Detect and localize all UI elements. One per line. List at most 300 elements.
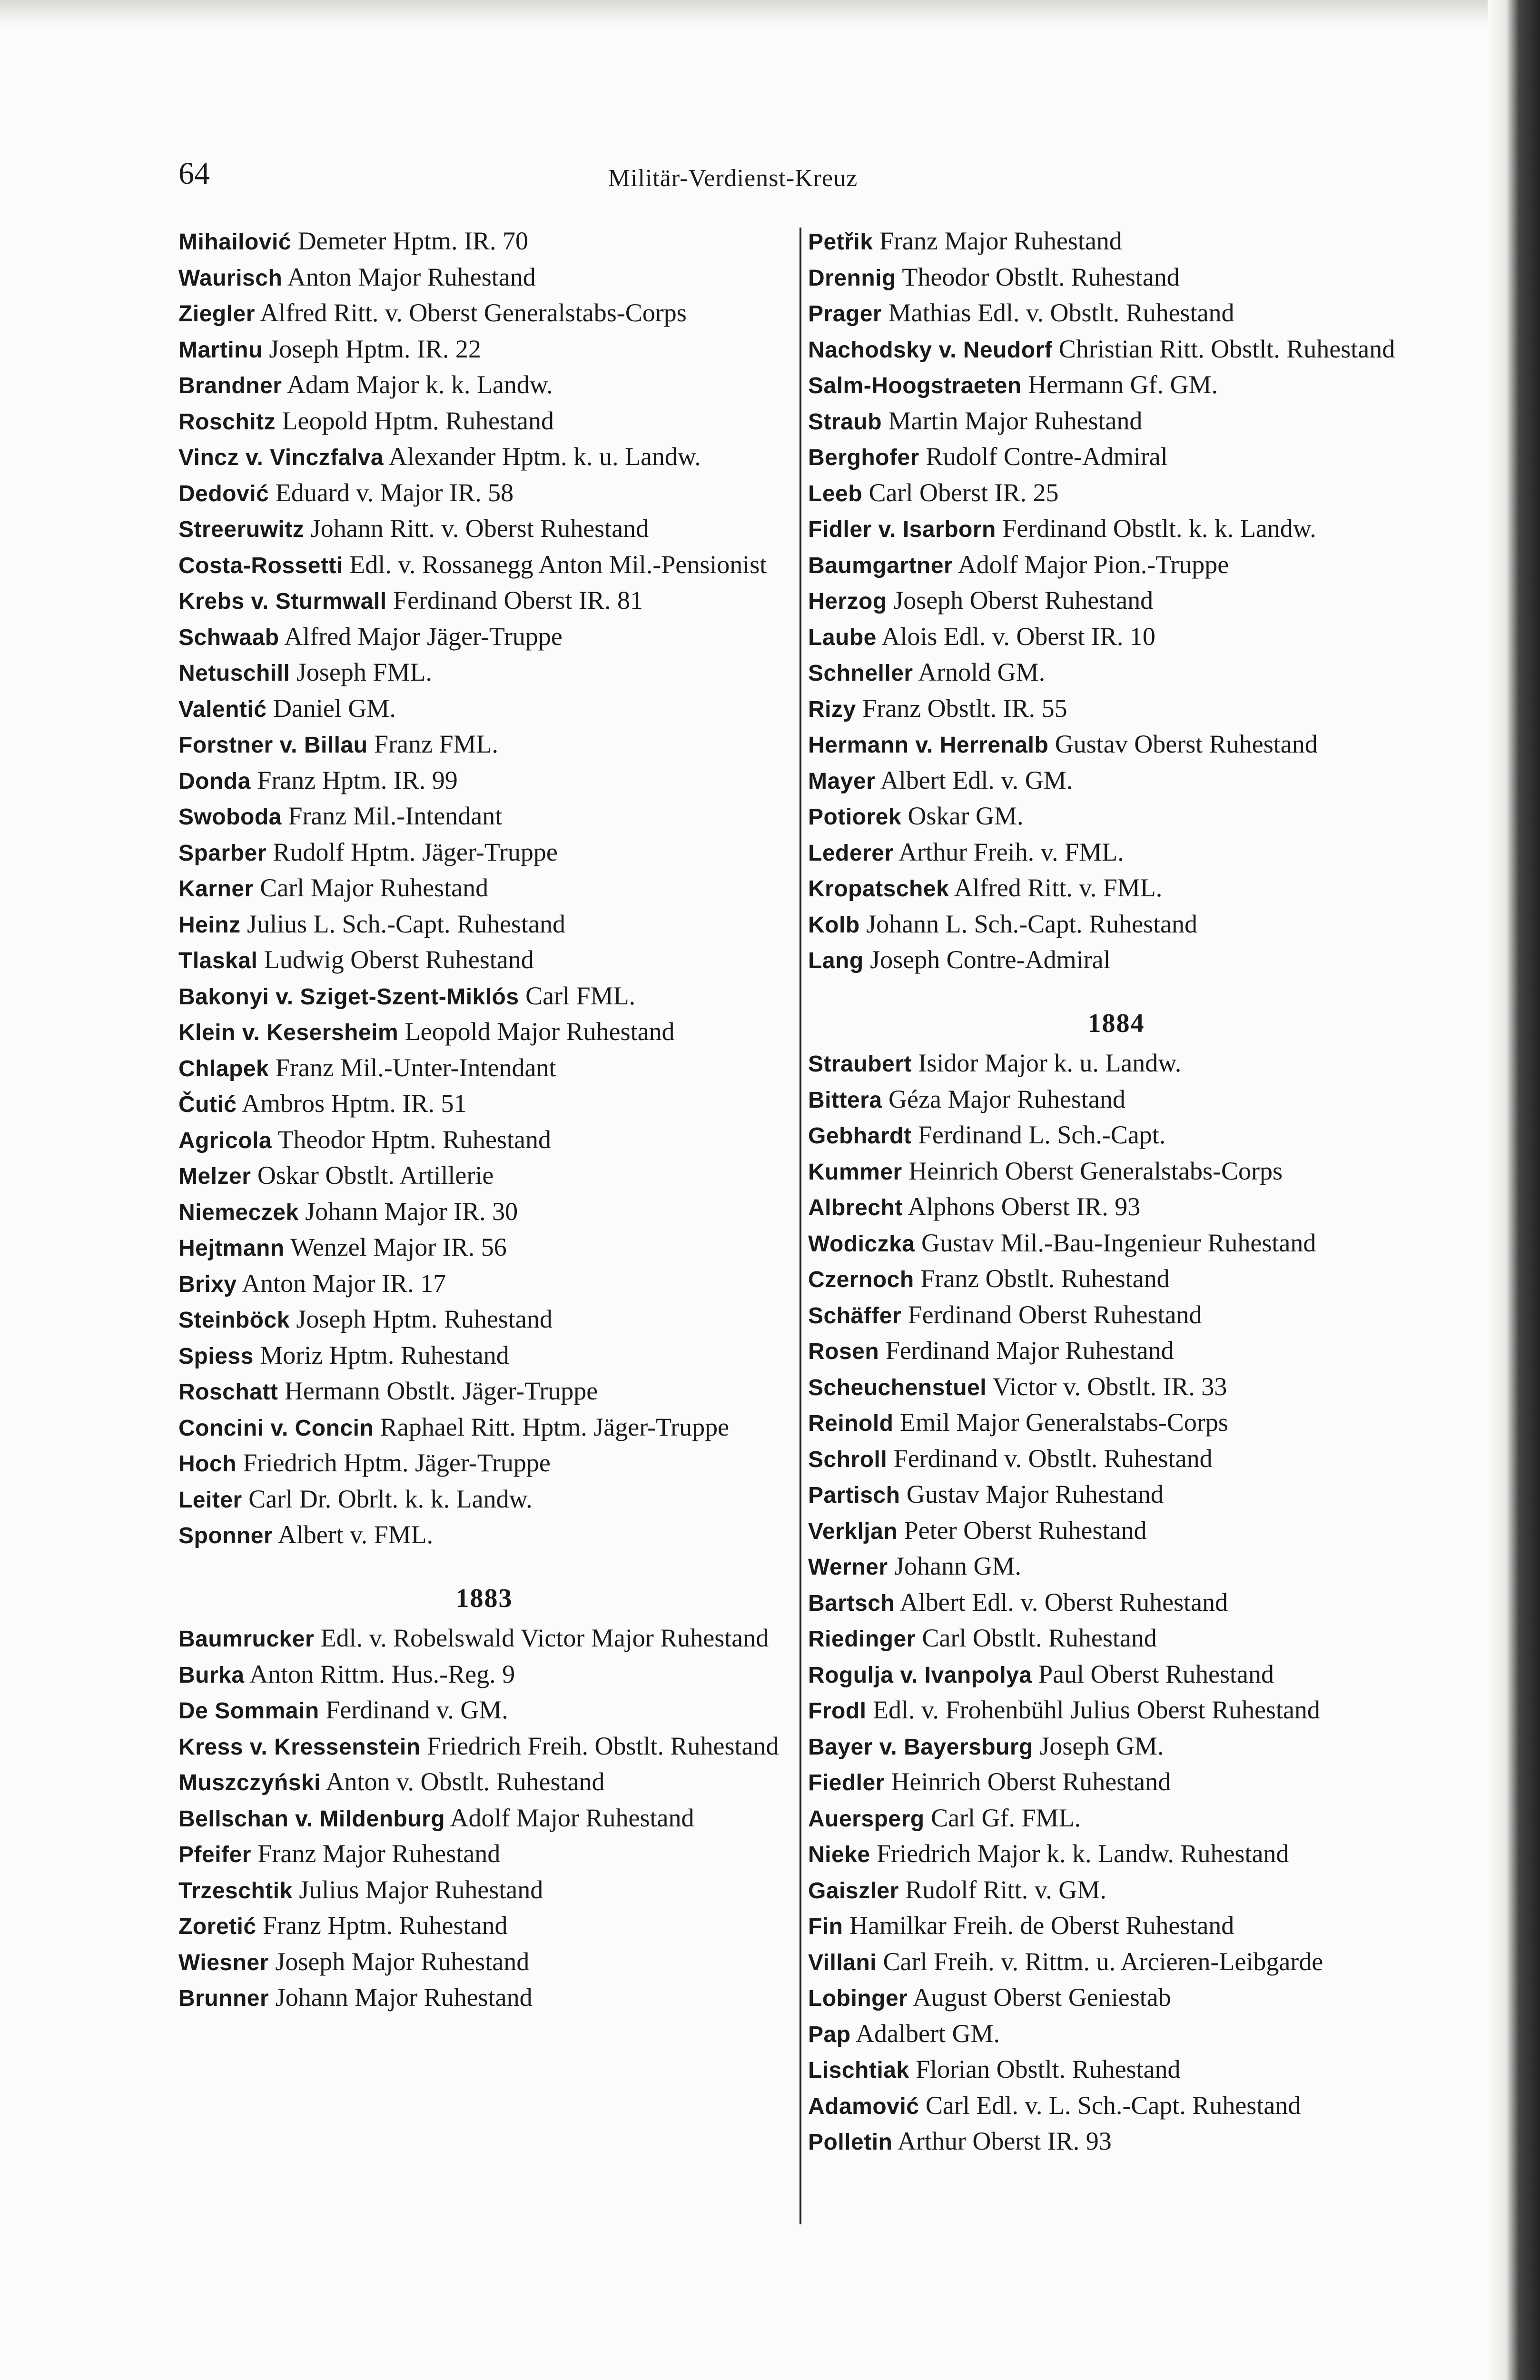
entry-details: Isidor Major k. u. Landw. [911,1049,1182,1077]
entry-surname: Nieke [808,1842,870,1867]
entry-details: Julius Major Ruhestand [292,1875,543,1904]
entry-details: Peter Oberst Ruhestand [898,1516,1147,1545]
entry-surname: Hejtmann [178,1236,285,1261]
entry [808,296,1424,332]
entry-details: Franz Mil.-Unter-Intendant [269,1053,556,1082]
entry [808,439,1424,476]
entry-surname: Hoch [178,1451,237,1477]
entry-details: Anton Major Ruhestand [282,262,536,291]
entry-details: Carl Oberst IR. 25 [862,478,1059,507]
entry-surname: Fin [808,1914,843,1939]
entry [178,476,790,512]
entry [178,1908,790,1944]
entry-details: Carl Dr. Obrlt. k. k. Landw. [242,1484,533,1513]
entry-details: Ambros Hptm. IR. 51 [237,1089,467,1118]
entry-details: Johann Major IR. 30 [298,1197,518,1226]
entry [808,1477,1424,1513]
entry [808,1585,1424,1621]
entry-surname: Niemeczek [178,1200,299,1225]
entry [808,404,1424,440]
entry-details: Julius L. Sch.-Capt. Ruhestand [240,909,565,938]
entry-surname: Costa-Rossetti [178,553,343,578]
entry-details: Heinrich Oberst Generalstabs-Corps [902,1156,1283,1185]
entry-surname: Martinu [178,337,263,363]
entry-surname: Vincz v. Vinczfalva [178,445,384,470]
entry-surname: Sparber [178,840,267,866]
entry-surname: Dedović [178,481,269,506]
entry-details: Mathias Edl. v. Obstlt. Ruhestand [882,298,1234,327]
entry-details: Alois Edl. v. Oberst IR. 10 [876,622,1155,651]
entry-surname: Zoretić [178,1914,257,1939]
entry-surname: Berghofer [808,445,919,470]
entry-details: Rudolf Hptm. Jäger-Truppe [266,837,558,866]
entry-details: Carl Major Ruhestand [253,873,489,902]
entry-surname: Bittera [808,1087,882,1113]
entry [808,332,1424,368]
entry-surname: Lischtiak [808,2058,909,2083]
left-entries-before-1883 [178,224,790,1554]
entry [808,1261,1424,1298]
entry [178,1230,790,1266]
entry-details: Ferdinand Oberst Ruhestand [901,1300,1202,1329]
entry [178,799,790,835]
left-entries-1883 [178,1621,790,2016]
entry [178,439,790,476]
entry-surname: Riedinger [808,1626,916,1652]
entry-details: Gustav Oberst Ruhestand [1048,730,1318,758]
entry [808,1118,1424,1154]
running-title: Militär-Verdienst-Kreuz [608,165,858,192]
entry-surname: Forstner v. Billau [178,733,368,758]
entry-surname: Waurisch [178,265,283,291]
entry-details: Alfred Ritt. v. Oberst Generalstabs-Corps [255,298,687,327]
entry-details: Adalbert GM. [850,2019,1000,2048]
entry [178,404,790,440]
entry-surname: Laube [808,625,877,650]
entry [808,619,1424,655]
entry-surname: Rosen [808,1339,879,1364]
entry-details: Franz Major Ruhestand [873,227,1122,255]
entry [178,1374,790,1410]
entry-details: Adolf Major Ruhestand [445,1803,694,1832]
entry [808,1046,1424,1082]
entry-details: Franz Hptm. Ruhestand [256,1911,508,1940]
entry-surname: Adamović [808,2093,919,2119]
entry-details: Carl Edl. v. L. Sch.-Capt. Ruhestand [919,2091,1301,2120]
entry-surname: Gaiszler [808,1878,899,1904]
entry [808,1226,1424,1262]
entry [178,691,790,727]
entry-surname: Steinböck [178,1308,290,1333]
entry [178,1944,790,1981]
entry [808,1908,1424,1944]
entry [808,1801,1424,1837]
entry-surname: Fidler v. Isarborn [808,517,996,542]
right-column [808,224,1424,2160]
entry [808,1621,1424,1657]
entry-surname: Rizy [808,696,856,722]
entry [808,1333,1424,1369]
entry-surname: Mihailović [178,229,292,255]
entry-surname: Kummer [808,1159,902,1185]
entry-details: Franz Major Ruhestand [251,1839,501,1868]
entry-details: Ferdinand Major Ruhestand [879,1336,1174,1365]
entry-surname: Lang [808,948,864,973]
entry [178,1873,790,1909]
entry-details: Gustav Mil.-Bau-Ingenieur Ruhestand [915,1228,1316,1257]
entry-details: Alexander Hptm. k. u. Landw. [384,442,701,471]
entry-surname: Gebhardt [808,1123,912,1149]
entry-details: Anton v. Obstlt. Ruhestand [320,1767,605,1796]
entry-surname: Kress v. Kressenstein [178,1734,421,1760]
entry-surname: Schroll [808,1447,888,1472]
entry-details: Adolf Major Pion.-Truppe [953,550,1229,579]
entry [178,1693,790,1729]
entry-details: Edl. v. Frohenbühl Julius Oberst Ruhestand [866,1696,1320,1724]
entry-surname: Roschitz [178,409,276,435]
entry [178,1657,790,1693]
entry [808,835,1424,871]
entry-surname: Heinz [178,912,241,938]
right-entries-before-1884 [808,224,1424,979]
entry [808,655,1424,691]
entry [178,1410,790,1446]
entry [808,1693,1424,1729]
entry [808,1190,1424,1226]
entry-surname: Auersperg [808,1806,925,1832]
entry-surname: Baumrucker [178,1626,315,1652]
entry [178,979,790,1015]
entry-surname: Villani [808,1950,877,1975]
entry [808,691,1424,727]
entry [808,1513,1424,1549]
entry-surname: Lobinger [808,1986,908,2011]
entry-details: Ferdinand v. Obstlt. Ruhestand [887,1444,1213,1473]
entry-details: Friedrich Freih. Obstlt. Ruhestand [420,1731,779,1760]
entry-details: Carl Freih. v. Rittm. u. Arcieren-Leibgarde [877,1947,1323,1976]
entry [808,1405,1424,1441]
entry-surname: Werner [808,1555,888,1580]
entry-surname: Prager [808,301,882,327]
entry [808,1298,1424,1334]
entry [808,1944,1424,1981]
entry [178,511,790,547]
entry-surname: Melzer [178,1164,251,1189]
entry-details: Géza Major Ruhestand [882,1084,1125,1113]
entry-surname: Drennig [808,265,896,291]
entry [808,260,1424,296]
entry-details: Ludwig Oberst Ruhestand [257,945,534,974]
entry [808,727,1424,763]
entry-details: Albert Edl. v. GM. [875,765,1073,794]
entry-details: Florian Obstlt. Ruhestand [909,2055,1181,2083]
entry [808,1369,1424,1406]
entry [808,1082,1424,1118]
entry-surname: Karner [178,876,254,902]
entry [808,1729,1424,1765]
page-number: 64 [178,156,210,191]
entry-surname: Trzeschtik [178,1878,293,1904]
entry-surname: Swoboda [178,804,282,830]
entry-surname: Spiess [178,1343,254,1369]
entry-details: Heinrich Oberst Ruhestand [884,1767,1171,1796]
entry-details: Gustav Major Ruhestand [900,1480,1164,1508]
entry-details: Anton Rittm. Hus.-Reg. 9 [244,1659,515,1688]
entry [178,1765,790,1801]
entry-details: Joseph Major Ruhestand [268,1947,530,1976]
entry-details: Arthur Oberst IR. 93 [892,2127,1112,2155]
entry [178,727,790,763]
entry [178,1014,790,1051]
entry-details: Hermann Obstlt. Jäger-Truppe [278,1377,598,1405]
entry-surname: Bayer v. Bayersburg [808,1734,1033,1760]
entry [178,296,790,332]
entry-surname: Netuschill [178,661,290,686]
entry [808,907,1424,943]
entry-surname: Brunner [178,1986,269,2011]
entry-details: Eduard v. Major IR. 58 [269,478,514,507]
entry [178,1194,790,1230]
entry-surname: Partisch [808,1483,900,1508]
entry [178,907,790,943]
entry-surname: Kropatschek [808,876,949,902]
entry-surname: Donda [178,768,251,794]
entry-details: Alphons Oberst IR. 93 [902,1192,1141,1221]
entry-surname: Tlaskal [178,948,258,973]
entry-details: Edl. v. Rossanegg Anton Mil.-Pensionist [343,550,767,579]
entry [178,942,790,979]
entry-details: Joseph Oberst Ruhestand [887,586,1154,615]
entry [808,2052,1424,2088]
entry [808,871,1424,907]
entry-surname: Streeruwitz [178,517,305,542]
entry [178,835,790,871]
entry-details: Martin Major Ruhestand [882,406,1143,435]
entry-details: Carl FML. [519,981,636,1010]
entry-details: Ferdinand Obstlt. k. k. Landw. [996,514,1316,543]
entry-surname: Bakonyi v. Sziget-Szent-Miklós [178,984,519,1010]
entry [808,2016,1424,2053]
entry [808,547,1424,584]
entry [178,1086,790,1122]
entry [808,367,1424,404]
entry-details: Oskar GM. [901,802,1024,830]
entry [808,1836,1424,1873]
entry [808,1873,1424,1909]
entry [178,332,790,368]
entry-details: Hermann Gf. GM. [1021,370,1218,399]
entry-surname: Potiorek [808,804,902,830]
entry [178,619,790,655]
entry-details: Joseph Hptm. Ruhestand [289,1305,553,1333]
entry-surname: Muszczyński [178,1770,321,1795]
entry-surname: Chlapek [178,1056,269,1081]
entry-surname: Schäffer [808,1303,902,1329]
entry-surname: Lederer [808,840,894,866]
entry [808,1980,1424,2016]
entry-details: Leopold Hptm. Ruhestand [276,406,554,435]
entry-surname: Hermann v. Herrenalb [808,733,1049,758]
entry [178,1621,790,1657]
entry-surname: Burka [178,1662,245,1688]
entry-surname: Wiesner [178,1950,269,1975]
entry-surname: Pap [808,2022,851,2047]
entry-details: Carl Gf. FML. [924,1803,1081,1832]
entry-details: Arthur Freih. v. FML. [893,837,1124,866]
entry-surname: De Sommain [178,1698,319,1724]
entry [178,1801,790,1837]
right-entries-1884 [808,1046,1424,2160]
entry-surname: Polletin [808,2130,893,2155]
entry-surname: Čutić [178,1092,237,1117]
entry-details: Ferdinand v. GM. [319,1696,508,1724]
entry-surname: Wodiczka [808,1231,915,1257]
entry-details: Rudolf Contre-Admiral [919,442,1168,471]
entry-surname: Bellschan v. Mildenburg [178,1806,445,1832]
entry-surname: Frodl [808,1698,867,1724]
entry-details: Franz Mil.-Intendant [281,802,503,830]
entry-details: Moriz Hptm. Ruhestand [253,1340,509,1369]
entry [178,1122,790,1159]
year-heading-1884: 1884 [1087,1008,1145,1038]
entry-details: Christian Ritt. Obstlt. Ruhestand [1052,334,1395,363]
entry [178,1302,790,1338]
entry-surname: Kolb [808,912,860,938]
entry-surname: Straubert [808,1051,912,1077]
entry-surname: Herzog [808,589,887,614]
entry-details: Raphael Ritt. Hptm. Jäger-Truppe [374,1412,730,1441]
entry [808,1441,1424,1478]
entry-surname: Schneller [808,661,913,686]
entry-details: Demeter Hptm. IR. 70 [291,227,528,255]
entry-details: Paul Oberst Ruhestand [1032,1659,1274,1688]
entry-details: Edl. v. Robelswald Victor Major Ruhestand [314,1624,769,1652]
entry-details: August Oberst Geniestab [908,1983,1171,2012]
entry-details: Alfred Major Jäger-Truppe [279,622,563,651]
entry-surname: Nachodsky v. Neudorf [808,337,1053,363]
entry-details: Friedrich Hptm. Jäger-Truppe [237,1448,551,1477]
entry-details: Friedrich Major k. k. Landw. Ruhestand [870,1839,1289,1868]
entry [808,2088,1424,2124]
entry-surname: Reinold [808,1411,894,1436]
scan-top-edge [0,0,1540,29]
entry [808,799,1424,835]
entry-details: Carl Obstlt. Ruhestand [915,1624,1157,1652]
entry-surname: Bartsch [808,1590,895,1616]
entry-details: Victor v. Obstlt. IR. 33 [987,1372,1227,1401]
entry-surname: Petřik [808,229,873,255]
entry-surname: Leeb [808,481,863,506]
entry-details: Franz Hptm. IR. 99 [250,765,458,794]
entry [178,1158,790,1194]
entry [808,1765,1424,1801]
entry [178,583,790,619]
entry-details: Franz FML. [367,730,499,758]
year-heading-1883: 1883 [455,1583,513,1613]
entry [178,367,790,404]
entry-details: Leopold Major Ruhestand [398,1017,675,1046]
entry [178,1517,790,1554]
entry-surname: Ziegler [178,301,255,327]
entry-surname: Rogulja v. Ivanpolya [808,1662,1032,1688]
entry [178,763,790,799]
entry [178,1446,790,1482]
entry [808,942,1424,979]
entry-surname: Schwaab [178,625,279,650]
entry-surname: Brixy [178,1271,237,1297]
entry-surname: Pfeifer [178,1842,251,1867]
entry-details: Johann L. Sch.-Capt. Ruhestand [859,909,1198,938]
entry [808,763,1424,799]
entry-surname: Albrecht [808,1195,903,1220]
entry [178,1051,790,1087]
entry-details: Albert Edl. v. Oberst Ruhestand [895,1587,1228,1616]
entry-surname: Scheuchenstuel [808,1375,987,1400]
entry-details: Oskar Obstlt. Artillerie [251,1161,494,1190]
entry-surname: Straub [808,409,882,435]
entry [808,1657,1424,1693]
scan-right-edge [1488,0,1540,2380]
entry [178,655,790,691]
entry [178,224,790,260]
entry-details: Ferdinand L. Sch.-Capt. [911,1121,1166,1149]
entry [178,1729,790,1765]
entry-surname: Sponner [178,1523,273,1548]
entry-surname: Valentić [178,696,267,722]
entry [808,2124,1424,2160]
entry [178,1482,790,1518]
entry-details: Joseph FML. [290,658,432,686]
entry-details: Franz Obstlt. IR. 55 [856,694,1067,723]
entry-details: Ferdinand Oberst IR. 81 [386,586,643,615]
entry-details: Johann GM. [888,1552,1022,1580]
entry [178,871,790,907]
entry-details: Adam Major k. k. Landw. [282,370,553,399]
entry-details: Johann Ritt. v. Oberst Ruhestand [304,514,649,543]
entry-details: Johann Major Ruhestand [269,1983,533,2012]
entry-details: Daniel GM. [267,694,396,723]
entry-surname: Fiedler [808,1770,885,1795]
entry [178,1338,790,1374]
entry-details: Emil Major Generalstabs-Corps [893,1408,1228,1437]
entry-surname: Roschatt [178,1379,278,1405]
entry-details: Anton Major IR. 17 [237,1269,446,1298]
entry-details: Joseph GM. [1033,1731,1164,1760]
entry-details: Theodor Obstlt. Ruhestand [896,262,1180,291]
entry-details: Rudolf Ritt. v. GM. [898,1875,1106,1904]
entry-details: Joseph Hptm. IR. 22 [262,334,481,363]
column-divider [800,228,801,2224]
entry-surname: Klein v. Kesersheim [178,1020,399,1045]
entry-surname: Brandner [178,373,282,398]
entry-details: Arnold GM. [913,658,1046,686]
entry [808,511,1424,547]
entry [178,547,790,584]
entry [178,260,790,296]
entry-details: Theodor Hptm. Ruhestand [272,1125,551,1154]
entry-surname: Leiter [178,1487,242,1513]
entry-details: Franz Obstlt. Ruhestand [914,1264,1170,1293]
entry-details: Wenzel Major IR. 56 [284,1233,507,1261]
entry-surname: Concini v. Concin [178,1415,374,1441]
entry [808,583,1424,619]
entry-surname: Baumgartner [808,553,953,578]
entry-surname: Salm-Hoogstraeten [808,373,1022,398]
entry-surname: Mayer [808,768,876,794]
entry [178,1266,790,1302]
entry-details: Hamilkar Freih. de Oberst Ruhestand [843,1911,1234,1940]
entry-surname: Verkljan [808,1518,898,1544]
